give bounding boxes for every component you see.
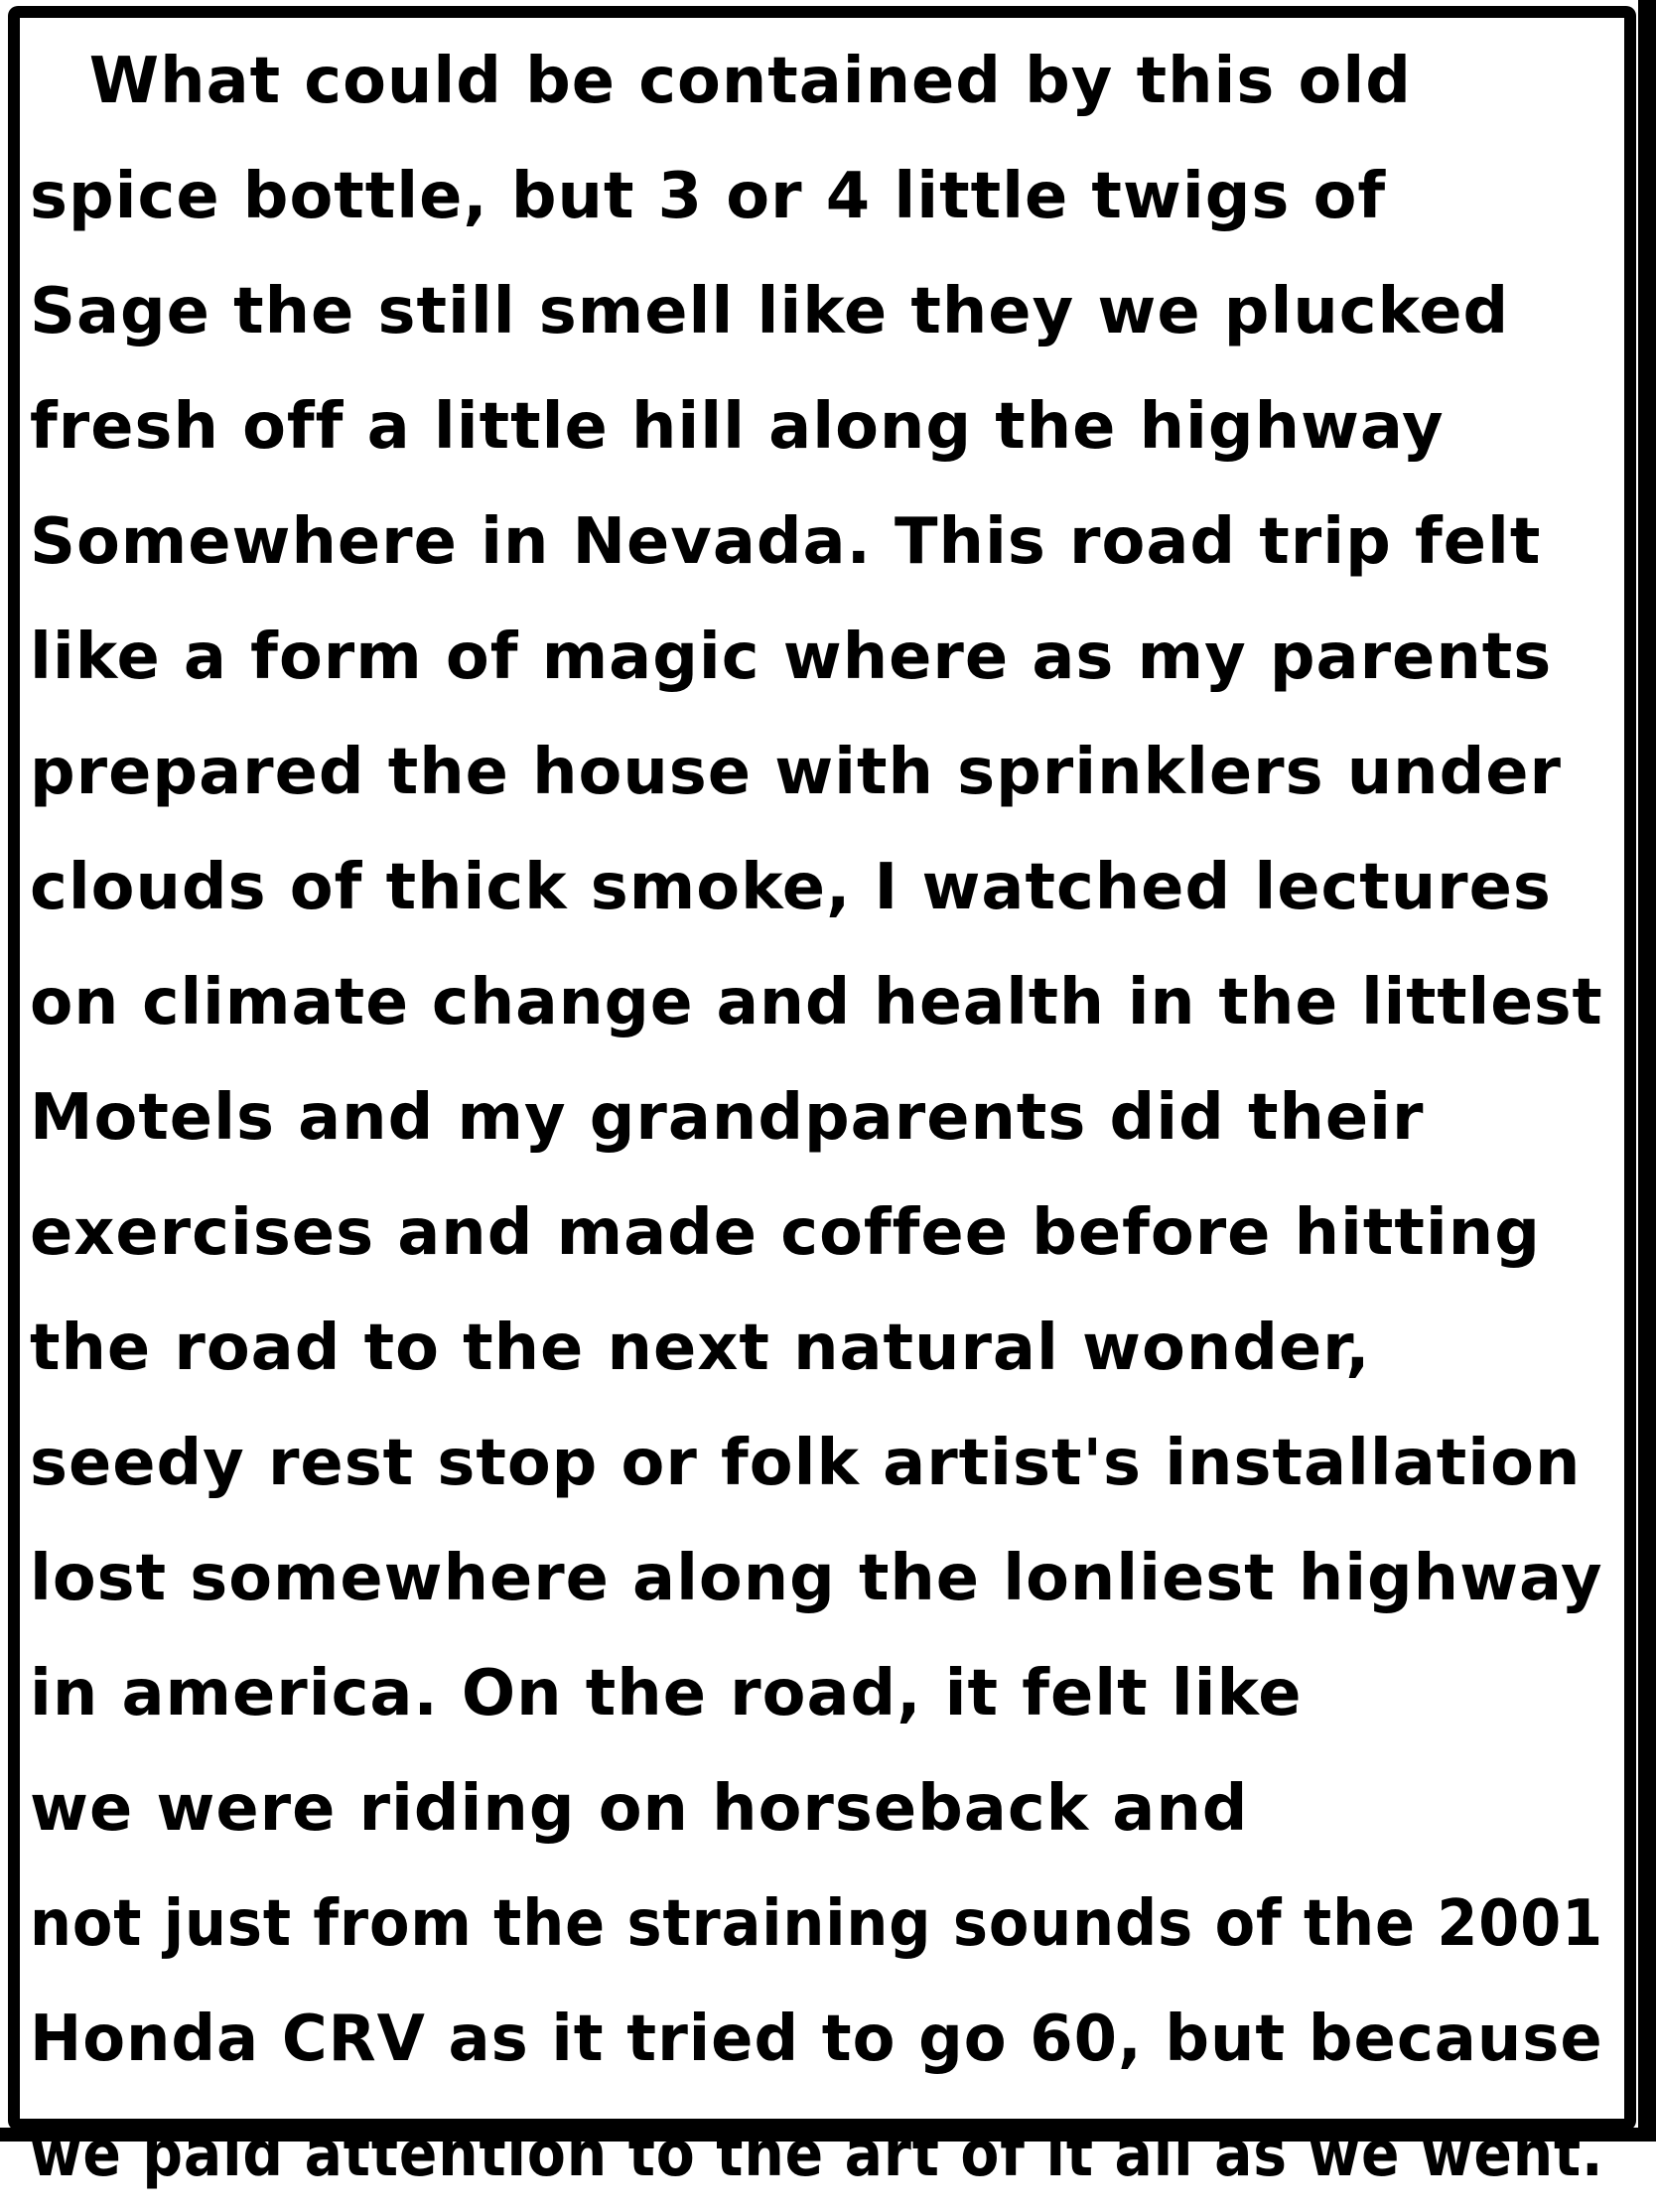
text-line-4: fresh off a little hill along the highway xyxy=(30,390,1445,464)
text-line-1: What could be contained by this old xyxy=(88,45,1412,118)
text-line-12: the road to the next natural wonder, xyxy=(30,1312,1371,1385)
text-line-19: we paid attention to the art of it all as we went. xyxy=(30,2118,1604,2191)
page-border-right-edge xyxy=(1638,0,1656,2142)
text-line-14: lost somewhere along the lonliest highway xyxy=(30,1542,1603,1615)
handwritten-text-block xyxy=(30,24,1608,2212)
text-line-17: not just from the straining sounds of the 2001 xyxy=(30,1887,1604,1961)
text-line-10: Motels and my grandparents did their xyxy=(30,1081,1425,1155)
text-line-9: on climate change and health in the littlest xyxy=(30,966,1603,1039)
text-line-8: clouds of thick smoke, I watched lectures xyxy=(30,851,1552,924)
text-line-7: prepared the house with sprinklers under xyxy=(30,736,1562,809)
text-line-16: we were riding on horseback and xyxy=(30,1772,1249,1846)
text-line-5: Somewhere in Nevada. This road trip felt xyxy=(30,505,1542,579)
text-line-18: Honda CRV as it tried to go 60, but because xyxy=(30,2003,1603,2076)
text-line-11: exercises and made coffee before hitting xyxy=(30,1196,1541,1270)
text-line-13: seedy rest stop or folk artist's installation xyxy=(30,1427,1582,1500)
text-line-3: Sage the still smell like they we plucked xyxy=(30,275,1510,348)
text-line-6: like a form of magic where as my parents xyxy=(30,621,1553,694)
text-line-2: spice bottle, but 3 or 4 little twigs of xyxy=(30,160,1387,233)
text-line-15: in america. On the road, it felt like xyxy=(30,1657,1303,1730)
